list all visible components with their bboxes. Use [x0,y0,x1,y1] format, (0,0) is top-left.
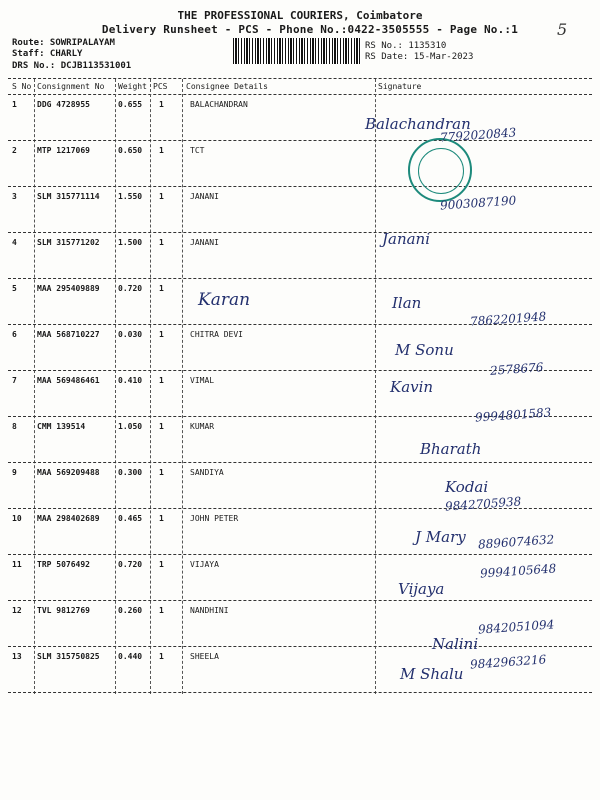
row-consignment-no: MAA 569486461 [37,376,100,385]
col-header-signature: Signature [378,82,422,91]
handwritten-phone: 9994105648 [479,561,557,581]
row-weight: 0.030 [118,330,143,339]
row-sno: 12 [12,606,22,615]
row-pcs: 1 [159,376,164,385]
table-top-rule [8,78,592,79]
row-consignment-no: SLM 315771202 [37,238,100,247]
row-consignee: JOHN PETER [190,514,239,523]
row-consignee: VIJAYA [190,560,219,569]
signature-scrawl: Nalini [432,635,479,653]
col-divider [115,79,116,694]
signature-scrawl: J Mary [415,528,466,546]
handwritten-phone: 9994801583 [474,405,552,425]
signature-scrawl: Kavin [390,378,434,396]
barcode-icon [233,38,361,64]
row-pcs: 1 [159,100,164,109]
company-seal-stamp [408,138,472,202]
row-weight: 0.260 [118,606,143,615]
row-consignee: SHEELA [190,652,219,661]
route-label: Route: SOWRIPALAYAM [12,38,115,48]
row-consignment-no: SLM 315771114 [37,192,100,201]
row-pcs: 1 [159,330,164,339]
rs-date: RS Date: 15-Mar-2023 [365,52,474,62]
row-weight: 0.655 [118,100,143,109]
col-header-consignee: Consignee Details [186,82,268,91]
signature-scrawl: Bharath [420,440,482,458]
row-sno: 9 [12,468,17,477]
col-header-sno: S No [12,82,32,91]
row-pcs: 1 [159,146,164,155]
row-weight: 0.720 [118,560,143,569]
row-pcs: 1 [159,422,164,431]
handwritten-phone: 9842963216 [469,652,547,672]
row-weight: 1.500 [118,238,143,247]
row-sno: 10 [12,514,22,523]
row-weight: 0.410 [118,376,143,385]
col-divider [375,79,376,694]
runsheet-subtitle: Delivery Runsheet - PCS - Phone No.:0422-3505555 - Page No.:1 [101,23,519,36]
row-weight: 0.440 [118,652,143,661]
row-sno: 3 [12,192,17,201]
signature-scrawl: Kodai [445,478,489,496]
handwritten-page-mark: 5 [557,20,568,39]
row-sno: 4 [12,238,17,247]
handwritten-phone: 7862201948 [469,309,547,329]
row-weight: 0.720 [118,284,143,293]
row-consignee: KUMAR [190,422,215,431]
col-divider [34,79,35,694]
handwritten-phone: 9842705938 [444,494,522,514]
row-consignment-no: DDG 4728955 [37,100,90,109]
row-divider [8,554,592,555]
row-divider [8,646,592,647]
col-divider [182,79,183,694]
row-pcs: 1 [159,192,164,201]
row-consignment-no: MAA 569209488 [37,468,100,477]
row-pcs: 1 [159,652,164,661]
col-divider [150,79,151,694]
row-consignee: SANDIYA [190,468,224,477]
col-header-pcs: PCS [153,82,168,91]
row-divider [8,692,592,693]
signature-scrawl: Vijaya [398,580,445,598]
row-consignment-no: TVL 9812769 [37,606,90,615]
row-divider [8,600,592,601]
staff-label: Staff: CHARLY [12,49,83,59]
row-pcs: 1 [159,284,164,293]
handwritten-phone: 9003087190 [439,193,517,213]
company-title: THE PROFESSIONAL COURIERS, Coimbatore [177,9,423,22]
row-pcs: 1 [159,514,164,523]
row-sno: 5 [12,284,17,293]
drs-number: DRS No.: DCJB113531001 [12,61,132,71]
row-pcs: 1 [159,238,164,247]
row-consignee: CHITRA DEVI [190,330,243,339]
handwritten-phone: 9842051094 [477,617,555,637]
row-divider [8,278,592,279]
row-sno: 6 [12,330,17,339]
handwritten-phone: 7792020843 [439,125,517,145]
col-header-consignment: Consignment No [37,82,105,91]
signature-scrawl: Janani [382,230,431,248]
rs-number: RS No.: 1135310 [365,41,447,51]
row-consignment-no: MAA 568710227 [37,330,100,339]
signature-scrawl: M Shalu [400,665,464,683]
row-weight: 0.650 [118,146,143,155]
handwritten-consignee-row5: Karan [198,290,251,310]
row-weight: 1.050 [118,422,143,431]
row-divider [8,232,592,233]
row-consignment-no: MTP 1217069 [37,146,90,155]
row-consignment-no: MAA 298402689 [37,514,100,523]
col-header-weight: Weight [118,82,147,91]
row-sno: 1 [12,100,17,109]
row-weight: 0.300 [118,468,143,477]
row-pcs: 1 [159,468,164,477]
row-pcs: 1 [159,606,164,615]
row-consignment-no: TRP 5076492 [37,560,90,569]
handwritten-phone: 2578676 [489,360,544,378]
handwritten-phone: 8896074632 [477,532,555,552]
row-consignee: TCT [190,146,205,155]
row-weight: 1.550 [118,192,143,201]
row-pcs: 1 [159,560,164,569]
row-consignment-no: SLM 315750825 [37,652,100,661]
row-consignee: JANANI [190,192,219,201]
row-consignee: NANDHINI [190,606,229,615]
row-sno: 11 [12,560,22,569]
signature-scrawl: Ilan [392,294,422,312]
signature-scrawl: Balachandran [365,115,471,133]
row-divider [8,186,592,187]
row-sno: 8 [12,422,17,431]
row-consignment-no: MAA 295409889 [37,284,100,293]
row-sno: 7 [12,376,17,385]
row-consignment-no: CMM 139514 [37,422,86,431]
row-sno: 2 [12,146,17,155]
table-header-rule [8,94,592,95]
row-consignee: JANANI [190,238,219,247]
row-divider [8,462,592,463]
row-sno: 13 [12,652,22,661]
signature-scrawl: M Sonu [395,341,454,359]
row-consignee: BALACHANDRAN [190,100,248,109]
row-consignee: VIMAL [190,376,215,385]
row-weight: 0.465 [118,514,143,523]
